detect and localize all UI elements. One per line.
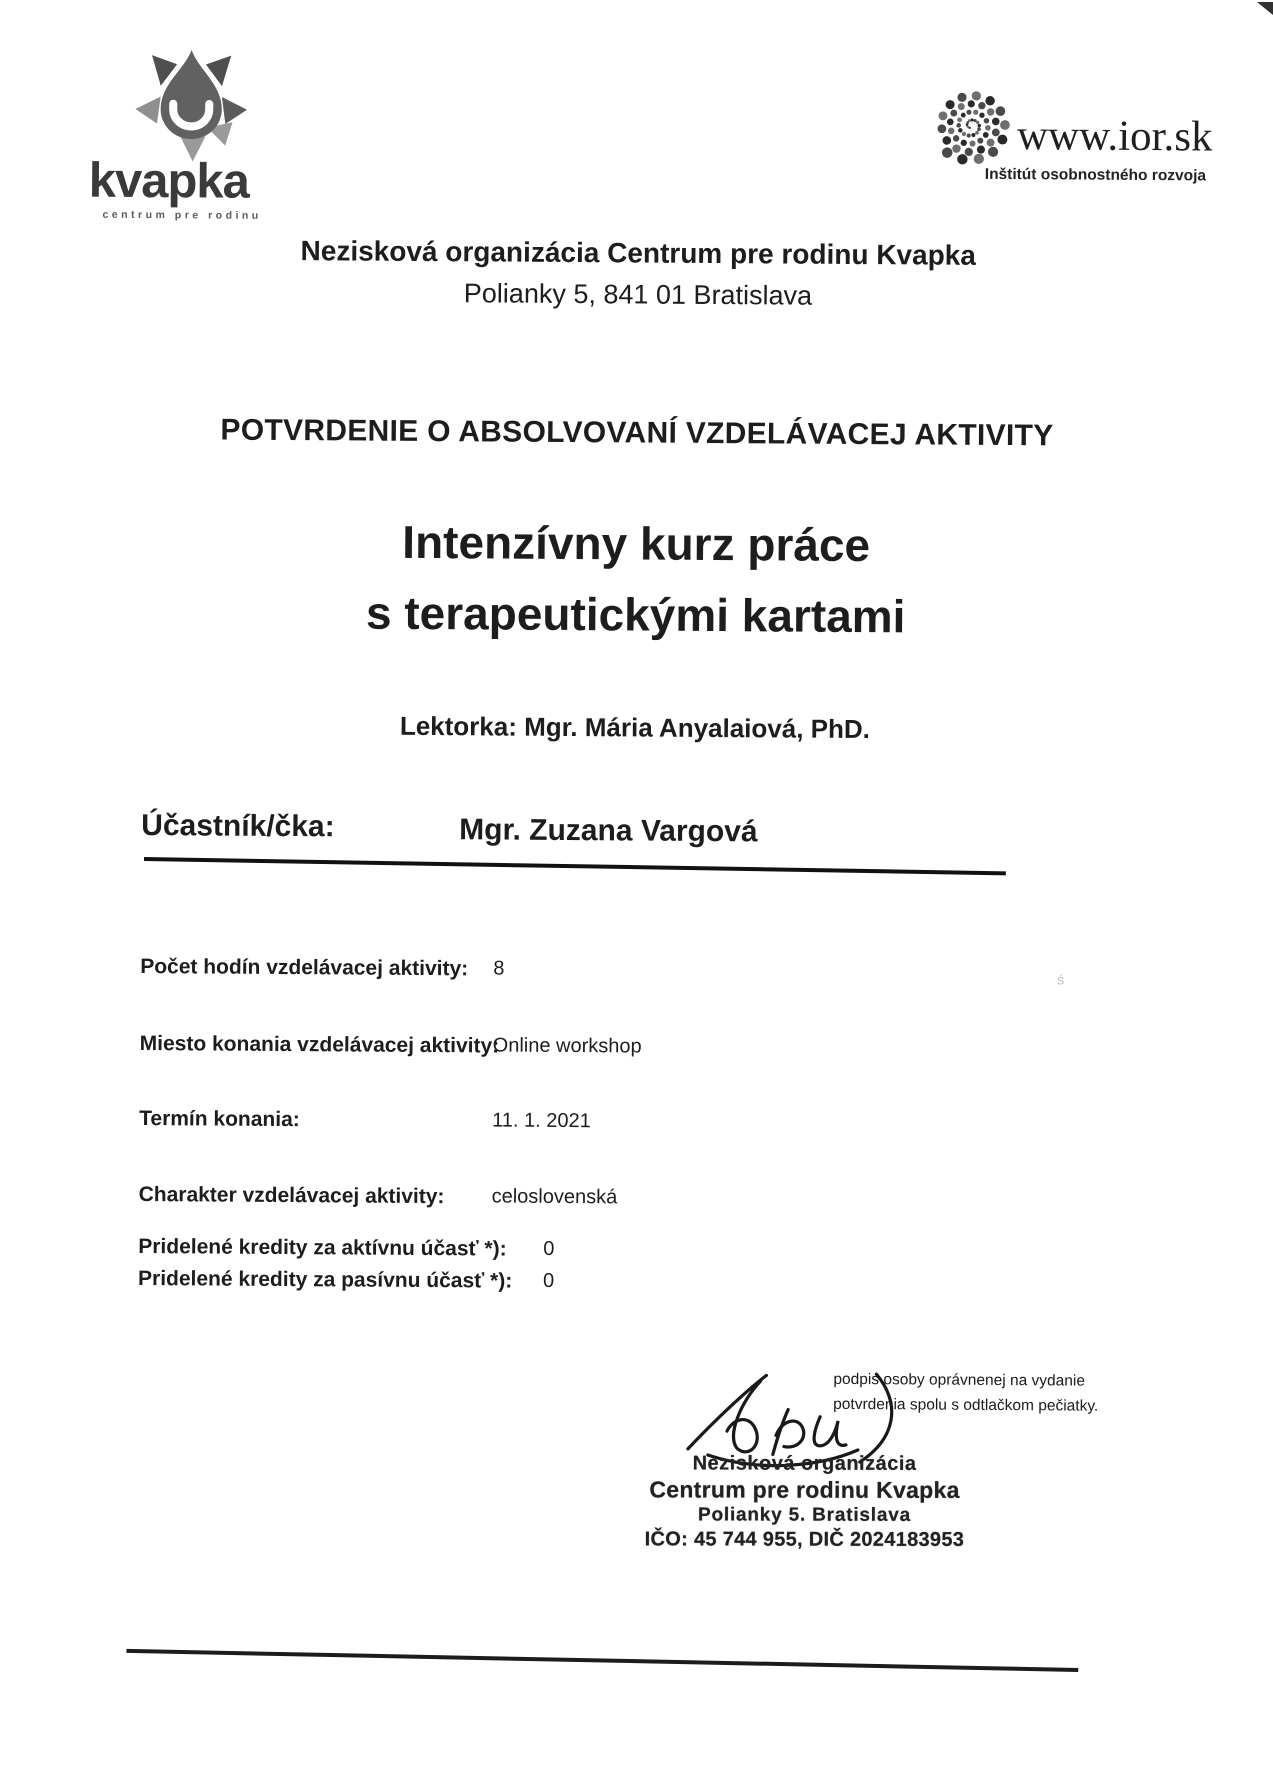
stamp-line3: Polianky 5. Bratislava (697, 1504, 912, 1527)
participant-label: Účastník/čka: (141, 809, 335, 844)
ior-subtitle: Inštitút osobnostného rozvoja (984, 165, 1207, 185)
field-row-date (0, 1106, 1265, 1145)
field-label: Miesto konania vzdelávacej aktivity: (139, 1032, 500, 1058)
kvapka-tagline: centrum pre rodinu (102, 208, 262, 222)
field-row-character (0, 1182, 1265, 1221)
course-title (140, 505, 1131, 655)
field-row-credits-passive (0, 1266, 1264, 1305)
course-title-line1: Intenzívny kurz práce (402, 515, 871, 572)
org-name-line: Nezisková organizácia Centrum pre rodinu Kvapka (300, 235, 976, 271)
org-header (143, 229, 1134, 318)
field-row-hours (0, 954, 1266, 993)
ior-url: www.ior.sk (1016, 112, 1213, 161)
signature-note-line2: potvrdenia spolu s odtlačkom pečiatky. (833, 1395, 1099, 1415)
field-label: Pridelené kredity za pasívnu účasť *): (137, 1266, 513, 1293)
ior-spiral-logo-icon (921, 78, 1022, 177)
field-label: Termín konania: (139, 1107, 300, 1132)
field-value: 11. 1. 2021 (492, 1109, 591, 1133)
field-value: 8 (493, 957, 505, 980)
field-value: celoslovenská (491, 1185, 618, 1209)
certificate-heading: POTVRDENIE O ABSOLVOVANÍ VZDELÁVACEJ AKTIVITY (220, 413, 1054, 453)
scan-artifact-smudge: ś (1057, 971, 1065, 988)
org-address-line: Polianky 5, 841 01 Bratislava (463, 278, 813, 311)
participant-underline (144, 857, 1006, 875)
scan-artifact-corner (1257, 2, 1273, 15)
kvapka-drop-logo-icon (127, 37, 256, 164)
field-label: Počet hodín vzdelávacej aktivity: (140, 955, 469, 981)
footer-rule (126, 1649, 1078, 1672)
field-label: Pridelené kredity za aktívnu účasť *): (138, 1234, 507, 1261)
stamp-line4: IČO: 45 744 955, DIČ 2024183953 (644, 1527, 965, 1551)
field-row-place (0, 1031, 1266, 1070)
course-title-line2: s terapeutickými kartami (365, 586, 906, 643)
organization-stamp (604, 1451, 1004, 1552)
field-value: 0 (542, 1269, 555, 1292)
kvapka-wordmark: kvapka (88, 153, 250, 209)
field-label: Charakter vzdelávacej aktivity: (138, 1182, 445, 1209)
field-value: Online workshop (492, 1034, 642, 1058)
lecturer-line: Lektorka: Mgr. Mária Anyalaiová, PhD. (399, 710, 871, 745)
signature-note-line1: podpis osoby oprávnenej na vydanie (833, 1370, 1086, 1390)
stamp-line1: Nezisková organizácia (692, 1452, 917, 1475)
ior-spiral (937, 91, 1010, 165)
participant-name: Mgr. Zuzana Vargová (459, 813, 758, 849)
field-value: 0 (543, 1237, 555, 1260)
stamp-line2: Centrum pre rodinu Kvapka (649, 1476, 960, 1504)
